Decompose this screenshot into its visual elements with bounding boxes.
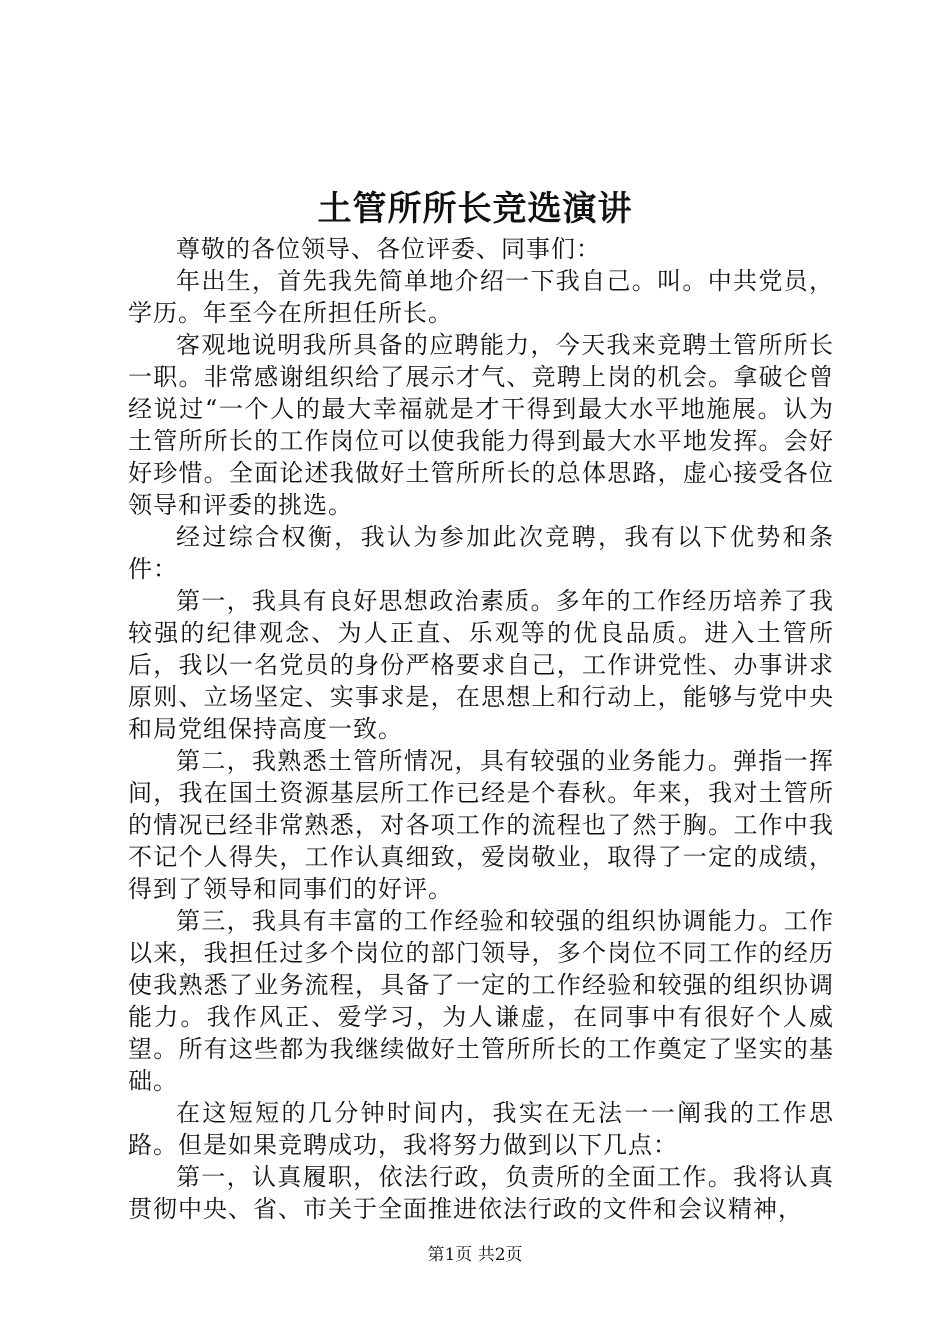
paragraph-advantage-1: 第一，我具有良好思想政治素质。多年的工作经历培养了我较强的纪律观念、为人正直、乐观等的优良品质。进入土管所后，我以一名党员的身份严格要求自己，工作讲党性、办事讲求原则、立场坚定、实事求是，在思想上和行动上，能够与党中央和局党组保持高度一致。 [128,587,834,743]
document-body [128,233,834,1225]
paragraph-plan-1: 第一，认真履职，依法行政，负责所的全面工作。我将认真贯彻中央、省、市关于全面推进依法行政的文件和会议精神， [128,1163,834,1223]
paragraph-advantages-lead: 经过综合权衡，我认为参加此次竞聘，我有以下优势和条件： [128,523,834,583]
page-total: 共2页 [477,1245,523,1265]
paragraph-plans-lead: 在这短短的几分钟时间内，我实在无法一一阐我的工作思路。但是如果竞聘成功，我将努力做到以下几点： [128,1099,834,1159]
paragraph-greeting: 尊敬的各位领导、各位评委、同事们： [176,235,601,263]
page-number: 第1页 [427,1245,473,1265]
paragraph-intro: 年出生，首先我先简单地介绍一下我自己。叫。中共党员，学历。年至今在所担任所长。 [128,267,834,327]
page-footer [0,1243,950,1267]
paragraph-advantage-3: 第三，我具有丰富的工作经验和较强的组织协调能力。工作以来，我担任过多个岗位的部门领导，多个岗位不同工作的经历使我熟悉了业务流程，具备了一定的工作经验和较强的组织协调能力。我作风正、爱学习，为人谦虚，在同事中有很好个人威望。所有这些都为我继续做好土管所所长的工作奠定了坚实的基础。 [128,907,834,1095]
document-title: 土管所所长竞选演讲 [317,189,633,229]
paragraph-motivation: 客观地说明我所具备的应聘能力，今天我来竞聘土管所所长一职。非常感谢组织给了展示才气、竞聘上岗的机会。拿破仑曾经说过“一个人的最大幸福就是才干得到最大水平地施展。认为土管所所长的工作岗位可以使我能力得到最大水平地发挥。会好好珍惜。全面论述我做好土管所所长的总体思路，虚心接受各位领导和评委的挑选。 [128,331,834,519]
paragraph-advantage-2: 第二，我熟悉土管所情况，具有较强的业务能力。弹指一挥间，我在国土资源基层所工作已经是个春秋。年来，我对土管所的情况已经非常熟悉，对各项工作的流程也了然于胸。工作中我不记个人得失，工作认真细致，爱岗敬业，取得了一定的成绩，得到了领导和同事们的好评。 [128,747,834,903]
